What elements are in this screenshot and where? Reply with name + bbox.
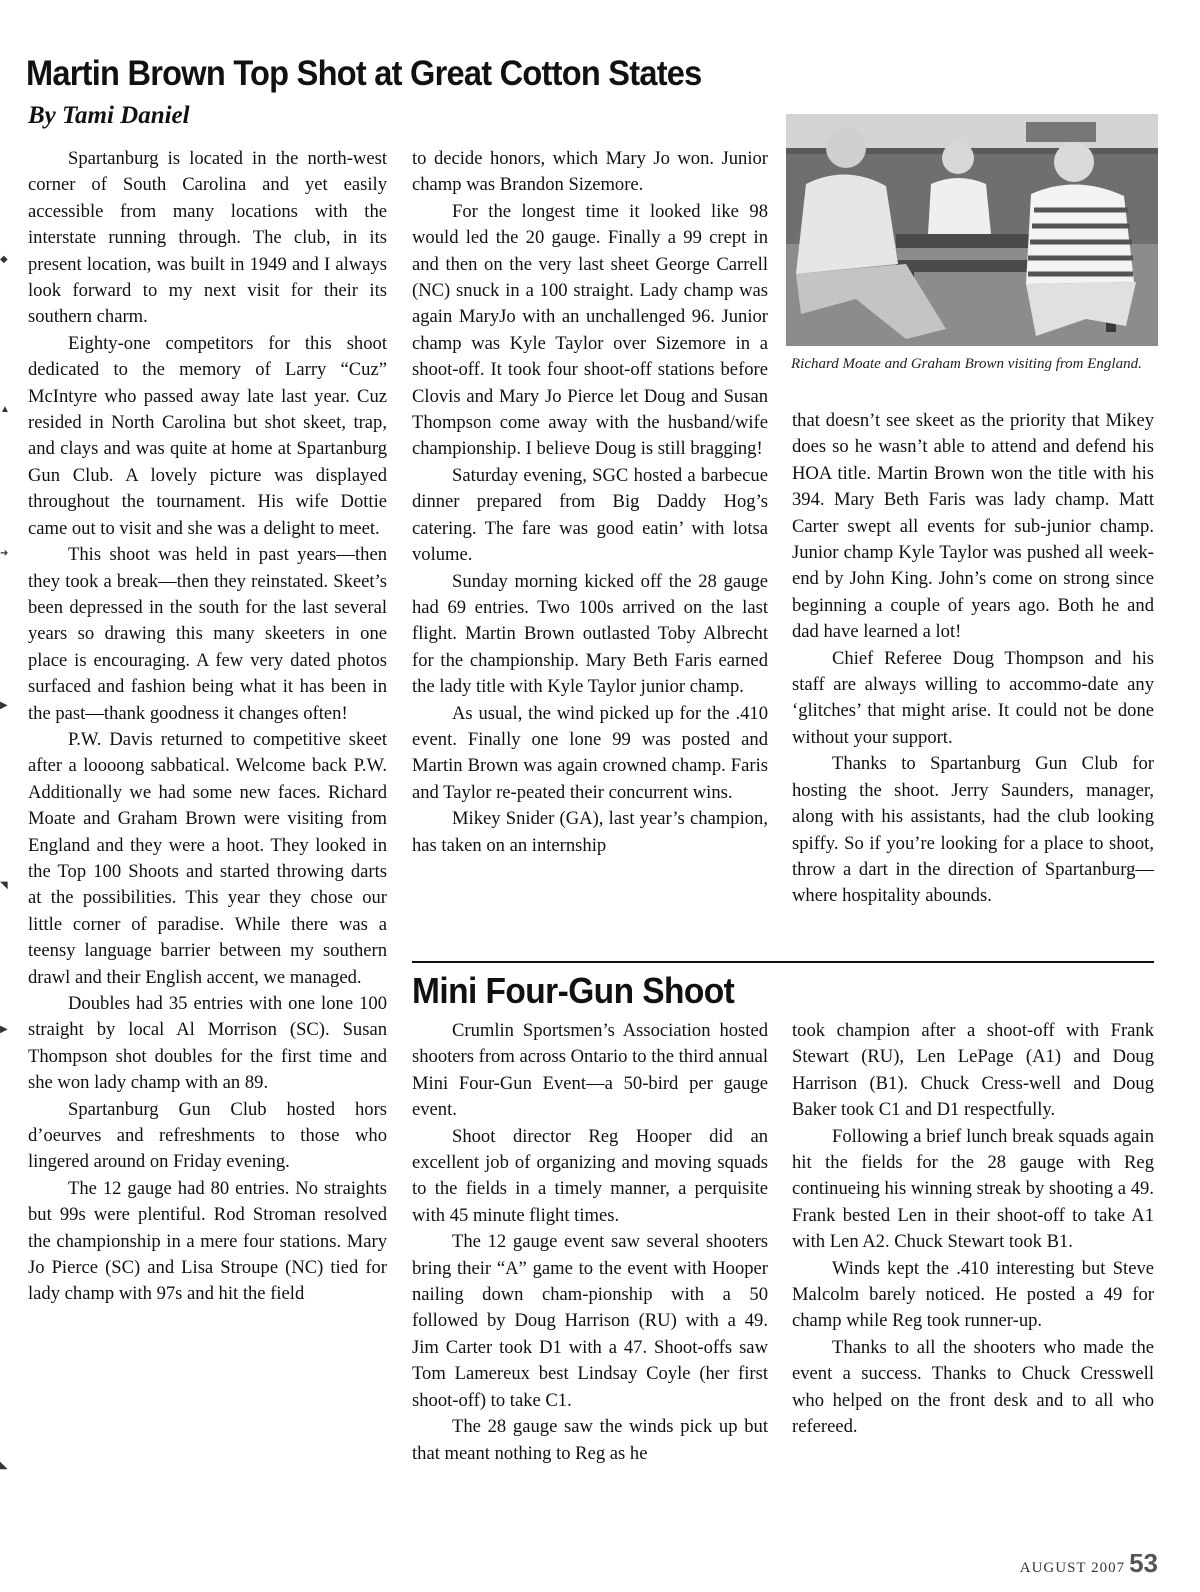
article-column-2: [412, 146, 768, 859]
page-number: 53: [1129, 1548, 1158, 1578]
issue-date: AUGUST 2007: [1019, 1560, 1126, 1576]
paragraph: The 12 gauge had 80 entries. No straights but 99s were plentiful. Rod Stroman resolved the championship in a mere four stations. Mary Jo Pierce (SC) and Lisa Stroupe (NC) tied for lady champ with 97s and hit the field: [28, 1177, 387, 1305]
margin-mark-icon: ▲: [0, 404, 10, 415]
article-title: Martin Brown Top Shot at Great Cotton States: [26, 54, 702, 93]
section-title: Mini Four-Gun Shoot: [412, 970, 735, 1011]
paragraph: This shoot was held in past years—then they took a break—then they reinstated. Skeet’s been depressed in the south for the last several years so drawing this many skeeters in one place is encouraging. A few very dated photos surfaced and fashion being what it has been in the past—thank goodness it changes often!: [28, 544, 387, 724]
paragraph: P.W. Davis returned to competitive skeet after a loooong sabbatical. Welcome back P.W. Additionally we had some new faces. Richard Moate and Graham Brown were visiting from England and they were a hoot. They looked in the Top 100 Shoots and started throwing darts at the possibilities. This year they chose our little corner of paradise. While there was a teensy language barrier between my southern drawl and their English accent, we managed.: [28, 728, 387, 988]
paragraph: Winds kept the .410 interesting but Steve Malcolm barely noticed. He posted a 49 for champ while Reg took runner-up.: [792, 1257, 1154, 1332]
paragraph: that doesn’t see skeet as the priority that Mikey does so he wasn’t able to attend and defend his HOA title. Martin Brown won the title with his 394. Mary Beth Faris was lady champ. Matt Carter swept all events for sub-junior champ. Junior champ Kyle Taylor was pushed all week-end by John King. John’s come on strong since beginning a couple of years ago. Both he and dad have learned a lot!: [792, 410, 1154, 643]
paragraph: Following a brief lunch break squads again hit the fields for the 28 gauge with Reg continueing his winning streak by shooting a 49. Frank bested Len in their shoot-off to take A1 with Len A2. Chuck Stewart took B1.: [792, 1125, 1154, 1253]
paragraph: Saturday evening, SGC hosted a barbecue dinner prepared from Big Daddy Hog’s catering. The fare was good eatin’ with lotsa volume.: [412, 464, 768, 566]
photo-caption: Richard Moate and Graham Brown visiting from England.: [791, 356, 1142, 372]
paragraph: As usual, the wind picked up for the .410 event. Finally one lone 99 was posted and Martin Brown was again crowned champ. Faris and Taylor re-peated their concurrent wins.: [412, 702, 768, 803]
paragraph: Mikey Snider (GA), last year’s champion, has taken on an internship: [412, 808, 768, 856]
paragraph: Spartanburg Gun Club hosted hors d’oeurves and refreshments to those who lingered around on Friday evening.: [28, 1098, 387, 1173]
margin-mark-icon: ◥: [0, 880, 8, 891]
margin-mark-icon: ➜: [0, 548, 9, 559]
paragraph: took champion after a shoot-off with Frank Stewart (RU), Len LePage (A1) and Doug Harrison (B1). Chuck Cress-well and Doug Baker took C1 and D1 respectfully.: [792, 1020, 1154, 1121]
paragraph: Thanks to all the shooters who made the event a success. Thanks to Chuck Cresswell who helped on the front desk and to all who refereed.: [792, 1336, 1154, 1438]
paragraph: Spartanburg is located in the north-west corner of South Carolina and yet easily accessible from many locations with the interstate running through. The club, in its present location, was built in 1949 and I always look forward to my next visit for their its southern charm.: [28, 148, 387, 328]
margin-mark-icon: ▶: [0, 1024, 8, 1035]
byline: By Tami Daniel: [28, 102, 190, 129]
margin-mark-icon: ◆: [0, 254, 8, 265]
margin-mark-icon: ▶: [0, 700, 8, 711]
paragraph: Chief Referee Doug Thompson and his staff are always willing to accommo-date any ‘glitches’ that might arise. It could not be done without your support.: [792, 647, 1154, 748]
paragraph: The 12 gauge event saw several shooters bring their “A” game to the event with Hooper nailing down cham-pionship with a 50 followed by Doug Harrison (RU) with a 49. Jim Carter took D1 with a 47. Shoot-offs saw Tom Lamereux best Lindsay Coyle (her first shoot-off) to take C1.: [412, 1231, 768, 1411]
section-column-2: [792, 1018, 1154, 1441]
paragraph: Shoot director Reg Hooper did an excellent job of organizing and moving squads to the fields in a timely manner, a perquisite with 45 minute flight times.: [412, 1125, 768, 1226]
article-column-3: [792, 408, 1154, 910]
paragraph: For the longest time it looked like 98 would led the 20 gauge. Finally a 99 crept in and then on the very last sheet George Carrell (NC) snuck in a 100 straight. Lady champ was again MaryJo with an unchallenged 96. Junior champ was Kyle Taylor over Sizemore in a shoot-off. It took four shoot-off stations before Clovis and Mary Jo Pierce let Doug and Susan Thompson come away with the husband/wife championship. I believe Doug is still bragging!: [412, 200, 768, 460]
paragraph: The 28 gauge saw the winds pick up but that meant nothing to Reg as he: [412, 1416, 768, 1464]
margin-mark-icon: ◣: [0, 1460, 8, 1471]
paragraph: Sunday morning kicked off the 28 gauge had 69 entries. Two 100s arrived on the last flight. Martin Brown outlasted Toby Albrecht for the championship. Mary Beth Faris earned the lady title with Kyle Taylor junior champ.: [412, 570, 768, 698]
paragraph: Thanks to Spartanburg Gun Club for hosting the shoot. Jerry Saunders, manager, along with his assistants, had the club looking spiffy. So if you’re looking for a place to shoot, throw a dart in the direction of Spartanburg—where hospitality abounds.: [792, 753, 1154, 907]
page-footer: [1020, 1548, 1158, 1579]
article-column-1: [28, 146, 387, 1308]
section-divider: [412, 961, 1154, 963]
paragraph: Eighty-one competitors for this shoot dedicated to the memory of Larry “Cuz” McIntyre who passed away late last year. Cuz resided in North Carolina but shot skeet, trap, and clays and was quite at home at Spartanburg Gun Club. A lovely picture was displayed throughout the tournament. His wife Dottie came out to visit and she was a delight to meet.: [28, 332, 387, 539]
paragraph: Crumlin Sportsmen’s Association hosted shooters from across Ontario to the third annual Mini Four-Gun Event—a 50-bird per gauge event.: [412, 1020, 768, 1121]
paragraph: Doubles had 35 entries with one lone 100 straight by local Al Morrison (SC). Susan Thompson shot doubles for the first time and she won lady champ with an 89.: [28, 993, 387, 1094]
photo: [786, 114, 1158, 346]
paragraph: to decide honors, which Mary Jo won. Junior champ was Brandon Sizemore.: [412, 148, 768, 196]
section-column-1: [412, 1018, 768, 1467]
